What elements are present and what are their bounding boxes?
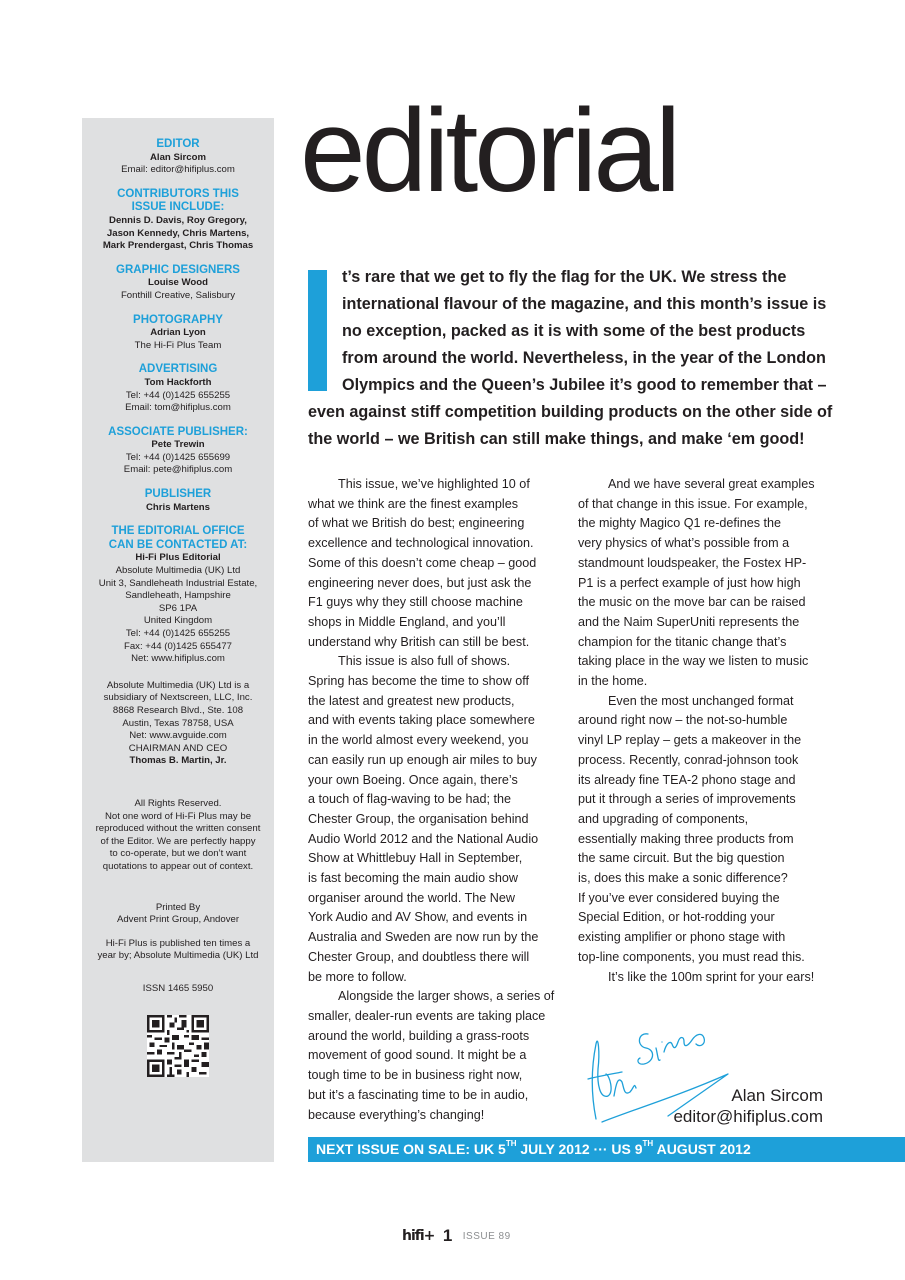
photography-detail: The Hi-Fi Plus Team xyxy=(134,339,222,351)
next-issue-banner xyxy=(308,1137,905,1162)
hifi-plus-logo: hifi+ xyxy=(402,1228,435,1244)
body-line: This issue is also full of shows. xyxy=(338,654,511,669)
body-line: what we think are the finest examples xyxy=(308,496,519,511)
editor-name: Alan Sircom xyxy=(150,151,206,163)
advertising-section xyxy=(82,363,274,414)
body-line: champion for the titanic change that’s xyxy=(578,634,787,649)
body-line: Audio World 2012 and the National Audio xyxy=(308,831,539,846)
masthead-sidebar xyxy=(82,118,274,1162)
signature-email[interactable]: editor@hifiplus.com xyxy=(673,1107,823,1126)
body-line: excellence and technological innovation. xyxy=(308,536,534,551)
next-issue-middle: JULY 2012 ··· US 9 xyxy=(516,1141,643,1157)
office-line: United Kingdom xyxy=(143,615,213,627)
qr-code-icon[interactable] xyxy=(147,1015,209,1077)
body-line: around the world, building a grass-roots xyxy=(308,1028,530,1043)
advertising-heading: ADVERTISING xyxy=(138,363,218,376)
body-line: be more to follow. xyxy=(308,969,407,984)
parent-line: subsidiary of Nextscreen, LLC, Inc. xyxy=(103,692,253,704)
contributors-section xyxy=(82,188,274,253)
body-line: of that change in this issue. For example, xyxy=(578,496,808,511)
published-line: year by; Absolute Multimedia (UK) Ltd xyxy=(97,950,259,962)
graphic-designer-name: Louise Wood xyxy=(147,277,209,289)
body-line: And we have several great examples xyxy=(608,477,815,491)
issue-number: ISSUE 89 xyxy=(462,1230,511,1242)
body-line: Even the most unchanged format xyxy=(608,693,794,708)
issn: ISSN 1465 5950 xyxy=(142,982,214,994)
body-line: because everything’s changing! xyxy=(308,1107,485,1122)
rights-line: Not one word of Hi-Fi Plus may be xyxy=(104,810,252,822)
body-line: standmount loudspeaker, the Fostex HP- xyxy=(578,555,807,570)
published-section xyxy=(82,938,274,963)
advertising-name: Tom Hackforth xyxy=(144,376,212,388)
editor-section xyxy=(82,138,274,177)
body-line: understand why British can still be best. xyxy=(308,634,530,649)
parent-line: Net: www.avguide.com xyxy=(129,730,227,742)
body-line: essentially making three products from xyxy=(578,831,794,846)
intro-paragraph xyxy=(308,264,833,453)
body-line: tough time to be in business right now, xyxy=(308,1068,523,1083)
intro-line: no exception, packed as it is with some of the best products xyxy=(342,322,806,340)
published-line: Hi-Fi Plus is published ten times a xyxy=(105,937,251,949)
body-line: Chester Group, and doubtless there will xyxy=(308,949,530,964)
body-line: is, does this make a sonic difference? xyxy=(578,871,788,886)
body-line: York Audio and AV Show, and events in xyxy=(308,910,528,925)
chairman-name: Thomas B. Martin, Jr. xyxy=(129,755,227,767)
office-line: SP6 1PA xyxy=(158,602,198,614)
parent-line: 8868 Research Blvd., Ste. 108 xyxy=(112,704,244,716)
body-line: and with events taking place somewhere xyxy=(308,713,535,728)
body-line: and the Naim SuperUniti represents the xyxy=(578,614,800,629)
body-line: Some of this doesn’t come cheap – good xyxy=(308,555,537,570)
body-column-2 xyxy=(578,475,822,987)
contributors-line: Jason Kennedy, Chris Martens, xyxy=(106,227,250,239)
associate-publisher-tel: Tel: +44 (0)1425 655699 xyxy=(125,451,231,463)
page-number: 1 xyxy=(442,1226,453,1245)
parent-line: Absolute Multimedia (UK) Ltd is a xyxy=(106,679,250,691)
body-line: in the world almost every weekend, you xyxy=(308,733,529,748)
chairman-title: CHAIRMAN AND CEO xyxy=(128,742,228,754)
body-line: your own Boeing. Once again, there’s xyxy=(308,772,518,787)
body-line: Australia and Sweden are now run by the xyxy=(308,930,539,945)
body-line: P1 is a perfect example of just how high xyxy=(578,575,801,590)
contributors-heading-1: CONTRIBUTORS THIS xyxy=(117,187,239,200)
rights-line: of the Editor. We are perfectly happy xyxy=(100,835,256,847)
intro-line: even against stiff competition building products on the other side of xyxy=(308,403,833,421)
office-heading-1: THE EDITORIAL OFFICE xyxy=(111,525,245,538)
publisher-section xyxy=(82,488,274,514)
intro-line: t’s rare that we get to fly the flag for the UK. We stress the xyxy=(342,268,787,286)
printed-line: Advent Print Group, Andover xyxy=(116,914,240,926)
page-footer xyxy=(402,1226,511,1246)
body-line: movement of good sound. It might be a xyxy=(308,1048,527,1063)
body-line: If you’ve ever considered buying the xyxy=(578,890,780,905)
office-line: Tel: +44 (0)1425 655255 xyxy=(125,628,231,639)
body-line: the mighty Magico Q1 re-defines the xyxy=(578,516,782,531)
body-line: but it’s a fascinating time to be in audio, xyxy=(308,1087,529,1102)
body-line: Show at Whittlebuy Hall in September, xyxy=(308,851,523,866)
parent-line: Austin, Texas 78758, USA xyxy=(122,717,234,729)
printed-line: Printed By xyxy=(155,901,201,913)
printed-section xyxy=(82,902,274,927)
body-line: put it through a series of improvements xyxy=(578,792,796,807)
associate-publisher-section xyxy=(82,426,274,477)
publisher-heading: PUBLISHER xyxy=(144,488,212,501)
advertising-tel: Tel: +44 (0)1425 655255 xyxy=(125,389,231,401)
body-line: taking place in the way we listen to music xyxy=(578,654,809,669)
next-issue-prefix: NEXT ISSUE ON SALE: UK 5 xyxy=(316,1141,506,1157)
body-line: existing amplifier or phono stage with xyxy=(578,930,786,945)
office-heading-2: CAN BE CONTACTED AT: xyxy=(108,538,248,551)
publisher-name: Chris Martens xyxy=(146,501,210,513)
rights-line: All Rights Reserved. xyxy=(134,797,222,809)
body-line: in the home. xyxy=(578,674,648,689)
body-line: vinyl LP replay – gets a makeover in the xyxy=(578,733,802,748)
office-line: Unit 3, Sandleheath Industrial Estate, xyxy=(98,577,258,589)
body-line: the music on the move bar can be raised xyxy=(578,595,806,610)
body-line: shops in Middle England, and you’ll xyxy=(308,614,506,629)
body-line: the latest and greatest new products, xyxy=(308,693,515,708)
rights-line: reproduced without the written consent xyxy=(95,823,261,835)
intro-line: Olympics and the Queen’s Jubilee it’s good to remember that – xyxy=(342,376,827,394)
rights-section xyxy=(82,798,274,874)
associate-publisher-heading: ASSOCIATE PUBLISHER: xyxy=(108,425,248,438)
body-line: Spring has become the time to show off xyxy=(308,674,529,689)
rights-line: quotations to appear out of context. xyxy=(102,860,254,872)
associate-publisher-email: Email: pete@hifiplus.com xyxy=(123,464,233,476)
contributors-line: Mark Prendergast, Chris Thomas xyxy=(102,240,254,252)
office-line: Sandleheath, Hampshire xyxy=(125,590,231,602)
editorial-office-section xyxy=(82,525,274,666)
body-line: This issue, we’ve highlighted 10 of xyxy=(338,477,530,491)
body-line: around right now – the not-so-humble xyxy=(578,713,788,728)
body-line: F1 guys why they still choose machine xyxy=(308,595,523,610)
body-line: Special Edition, or hot-rodding your xyxy=(578,910,775,925)
body-line: engineering never does, but just ask the xyxy=(308,575,532,590)
body-line: Alongside the larger shows, a series of xyxy=(338,989,555,1004)
photographer-name: Adrian Lyon xyxy=(150,327,206,339)
body-line: organiser around the world. The New xyxy=(308,890,515,905)
body-line: and upgrading of components, xyxy=(578,811,749,826)
body-line: process. Recently, conrad-johnson took xyxy=(578,752,799,767)
parent-company-section xyxy=(82,680,274,768)
uk-ordinal: TH xyxy=(505,1139,517,1148)
office-line: Net: www.hifiplus.com xyxy=(131,653,225,665)
editor-email: Email: editor@hifiplus.com xyxy=(121,164,235,176)
body-line: is fast becoming the main audio show xyxy=(308,871,519,886)
next-issue-suffix: AUGUST 2012 xyxy=(653,1141,751,1157)
contributors-heading-2: ISSUE INCLUDE: xyxy=(131,201,225,214)
graphic-designers-heading: GRAPHIC DESIGNERS xyxy=(116,263,240,276)
editor-heading: EDITOR xyxy=(156,138,200,150)
contributors-line: Dennis D. Davis, Roy Gregory, xyxy=(109,214,247,226)
body-column-1 xyxy=(308,475,555,1125)
signature-name: Alan Sircom xyxy=(731,1086,823,1105)
advertising-email: Email: tom@hifiplus.com xyxy=(125,402,231,414)
graphic-designer-detail: Fonthill Creative, Salisbury xyxy=(120,289,236,301)
photography-heading: PHOTOGRAPHY xyxy=(133,313,223,326)
body-line: smaller, dealer-run events are taking place xyxy=(308,1008,546,1023)
body-line: the same circuit. But the big question xyxy=(578,851,785,866)
page-title: editorial xyxy=(300,85,678,217)
next-issue-text xyxy=(308,1141,751,1157)
body-line: of what we British do best; engineering xyxy=(308,516,525,531)
body-line: very physics of what’s possible from a xyxy=(578,536,790,551)
intro-line: from around the world. Nevertheless, in the year of the London xyxy=(342,349,826,367)
graphic-designers-section xyxy=(82,264,274,303)
intro-line: international flavour of the magazine, and this month’s issue is xyxy=(342,295,827,313)
us-ordinal: TH xyxy=(642,1139,654,1148)
rights-line: to co-operate, but we don’t want xyxy=(109,848,247,860)
body-line: a touch of flag-waving to be had; the xyxy=(308,792,512,807)
office-line: Fax: +44 (0)1425 655477 xyxy=(123,640,232,652)
associate-publisher-name: Pete Trewin xyxy=(151,439,205,451)
body-line: can easily run up enough air miles to buy xyxy=(308,752,537,767)
intro-line: the world – we British can still make things, and make ‘em good! xyxy=(308,430,805,448)
body-line: its already fine TEA-2 phono stage and xyxy=(578,772,796,787)
body-line: It’s like the 100m sprint for your ears! xyxy=(608,969,815,984)
office-name: Hi-Fi Plus Editorial xyxy=(135,552,221,564)
photography-section xyxy=(82,314,274,353)
body-line: top-line components, you must read this. xyxy=(578,949,805,964)
office-line: Absolute Multimedia (UK) Ltd xyxy=(115,565,241,577)
body-line: Chester Group, the organisation behind xyxy=(308,811,529,826)
